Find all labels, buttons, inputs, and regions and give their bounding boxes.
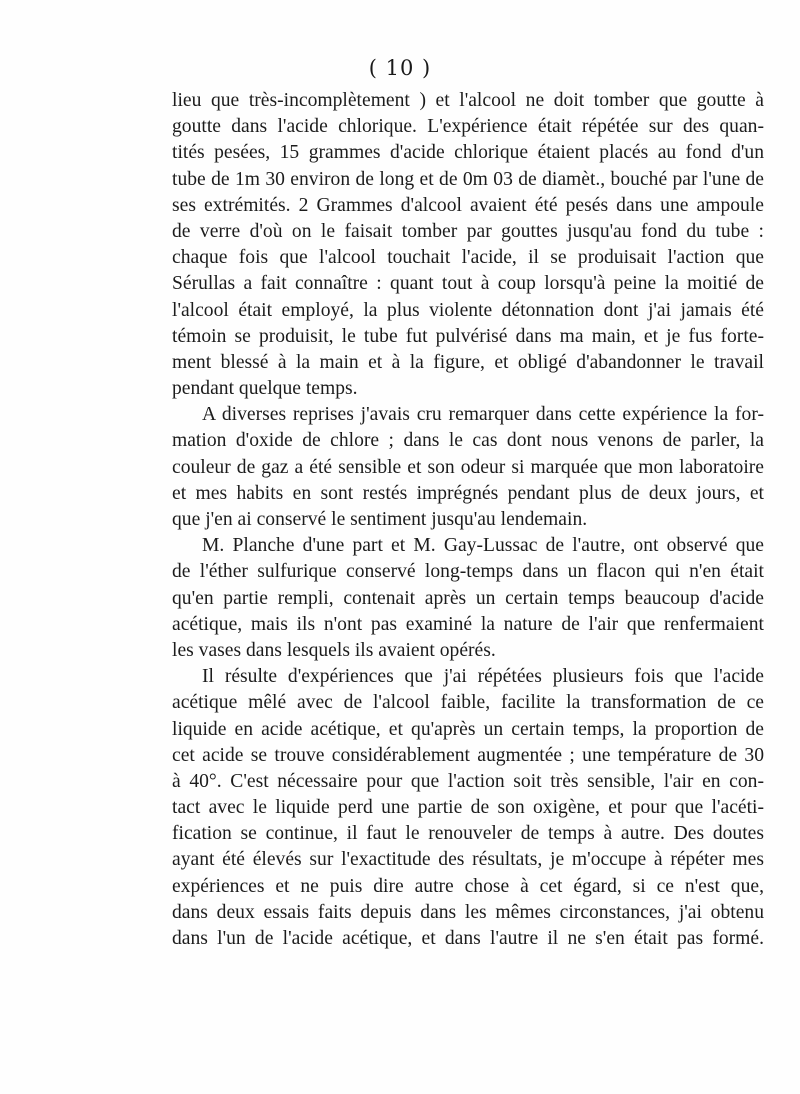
text-line: liquide en acide acétique, et qu'après un certain temps, la proportion de [172,718,764,740]
text-line: lieu que très-incomplètement ) et l'alcool ne doit tomber que goutte à [172,90,764,111]
text-line: que j'en ai conservé le sentiment jusqu'au lendemain. [172,509,588,530]
text-line: M. Planche d'une part et M. Gay-Lussac de l'autre, ont observé que [202,535,764,557]
text-line: goutte dans l'acide chlorique. L'expérience était répétée sur des quan- [172,116,764,138]
text-line: tact avec le liquide perd une partie de son oxigène, et pour que l'acéti- [172,797,764,819]
page-number: ( 10 ) [368,56,432,80]
text-line: cet acide se trouve considérablement augmentée ; une température de 30 [172,744,764,766]
text-line: tités pesées, 15 grammes d'acide chlorique étaient placés au fond d'un [172,142,764,164]
body-text [172,88,764,952]
text-line: ses extrémités. 2 Grammes d'alcool avaient été pesés dans une ampoule [172,194,764,216]
text-line: à 40°. C'est nécessaire pour que l'action soit très sensible, l'air en con- [172,770,764,792]
text-line: mation d'oxide de chlore ; dans le cas dont nous venons de parler, la [172,430,764,452]
text-line: Il résulte d'expériences que j'ai répétées plusieurs fois que l'acide [202,666,764,688]
text-line: pendant quelque temps. [172,378,358,400]
text-line: témoin se produisit, le tube fut pulvérisé dans ma main, et je fus forte- [172,325,764,347]
text-line: acétique, mais ils n'ont pas examiné la nature de l'air que renfermaient [172,613,764,635]
text-line: acétique mêlé avec de l'alcool faible, facilite la transformation de ce [172,692,764,714]
text-line: fication se continue, il faut le renouveler de temps à autre. Des doutes [172,823,764,845]
text-line: ayant été élevés sur l'exactitude des résultats, je m'occupe à répéter mes [172,849,764,871]
text-line: dans deux essais faits depuis dans les mêmes circonstances, j'ai obtenu [172,901,764,923]
text-line: Sérullas a fait connaître : quant tout à coup lorsqu'à peine la moitié de [172,273,764,295]
text-line: et mes habits en sont restés imprégnés pendant plus de deux jours, et [172,482,764,504]
text-line: chaque fois que l'alcool touchait l'acide, il se produisait l'action que [172,247,764,269]
text-line: l'alcool était employé, la plus violente détonnation dont j'ai jamais été [172,299,764,321]
text-line: expériences et ne puis dire autre chose à cet égard, si ce n'est que, [172,875,764,897]
text-line: qu'en partie rempli, contenait après un certain temps beaucoup d'acide [172,587,764,609]
text-line: tube de 1m 30 environ de long et de 0m 03 de diamèt., bouché par l'une de [172,168,764,190]
text-line: de verre d'où on le faisait tomber par gouttes jusqu'au fond du tube : [172,220,764,242]
text-line: de l'éther sulfurique conservé long-temps dans un flacon qui n'en était [172,561,764,583]
text-line: A diverses reprises j'avais cru remarquer dans cette expérience la for- [202,404,764,426]
text-line: ment blessé à la main et à la figure, et obligé d'abandonner le travail [172,351,764,373]
text-line: les vases dans lesquels ils avaient opérés. [172,639,496,661]
text-line: couleur de gaz a été sensible et son odeur si marquée que mon laboratoire [172,456,764,478]
text-line: dans l'un de l'acide acétique, et dans l'autre il ne s'en était pas formé. [172,928,764,949]
